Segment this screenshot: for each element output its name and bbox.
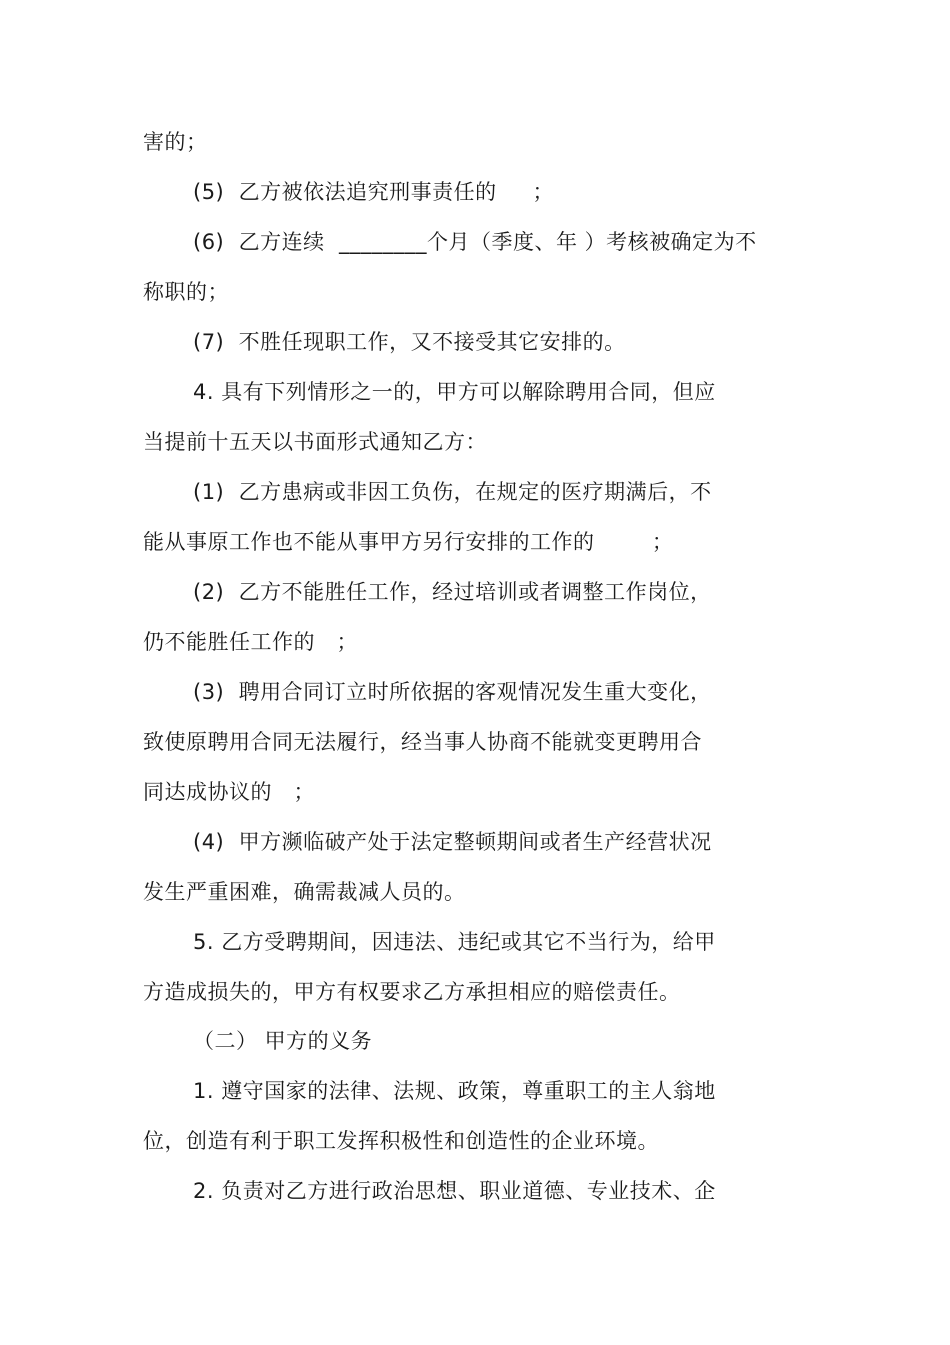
text-line: (7) 不胜任现职工作，又不接受其它安排的。	[193, 330, 626, 354]
text-line: 2. 负责对乙方进行政治思想、职业道德、专业技术、企	[193, 1179, 716, 1203]
text-line: (1) 乙方患病或非因工负伤，在规定的医疗期满后，不	[193, 480, 712, 504]
text-line: 方造成损失的，甲方有权要求乙方承担相应的赔偿责任。	[143, 980, 681, 1004]
text-line: 称职的；	[143, 280, 229, 304]
text-line: (5) 乙方被依法追究刑事责任的 ；	[193, 180, 554, 204]
text-line: 1. 遵守国家的法律、法规、政策，尊重职工的主人翁地	[193, 1079, 716, 1103]
text-line: 5. 乙方受聘期间，因违法、违纪或其它不当行为，给甲	[193, 930, 716, 954]
text-line: (6) 乙方连续 ________个月（季度、年 ）考核被确定为不	[193, 230, 757, 254]
text-line: (2) 乙方不能胜任工作，经过培训或者调整工作岗位，	[193, 580, 712, 604]
text-line: 4. 具有下列情形之一的，甲方可以解除聘用合同，但应	[193, 380, 716, 404]
text-line: 能从事原工作也不能从事甲方另行安排的工作的 ；	[143, 530, 674, 554]
text-line: 当提前十五天以书面形式通知乙方：	[143, 430, 487, 454]
section-heading: （二） 甲方的义务	[193, 1029, 373, 1053]
text-line: (3) 聘用合同订立时所依据的客观情况发生重大变化，	[193, 680, 712, 704]
text-line: (4) 甲方濒临破产处于法定整顿期间或者生产经营状况	[193, 830, 712, 854]
text-line: 发生严重困难，确需裁减人员的。	[143, 880, 466, 904]
text-line: 同达成协议的 ；	[143, 780, 316, 804]
text-line: 害的；	[143, 130, 208, 154]
text-line: 致使原聘用合同无法履行，经当事人协商不能就变更聘用合	[143, 730, 702, 754]
text-line: 仍不能胜任工作的 ；	[143, 630, 359, 654]
text-line: 位，创造有利于职工发挥积极性和创造性的企业环境。	[143, 1129, 659, 1153]
